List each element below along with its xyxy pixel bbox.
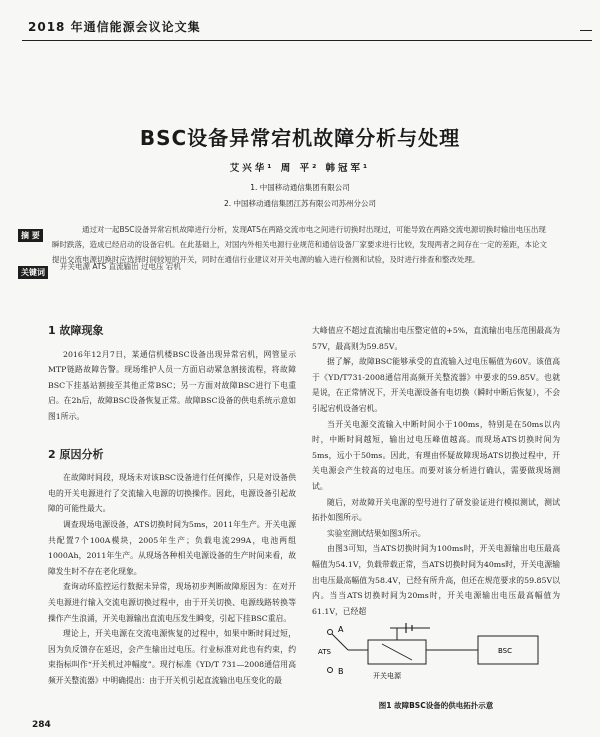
- page-number: 284: [32, 720, 51, 730]
- paper-title: BSC设备异常宕机故障分析与处理: [139, 126, 461, 150]
- s2-paragraph-1: 在故障时间段，现场未对该BSC设备进行任何操作，只是对设备供电的开关电源进行了交流输入电源的切换操作。因此，电源设备引起故障的可能性最大。: [48, 473, 296, 514]
- keywords-tag: 关键词: [18, 266, 48, 279]
- header-dash: [580, 30, 592, 31]
- source-a-terminal: [328, 630, 333, 635]
- affiliation-1: 1. 中国移动通信集团有限公司: [250, 183, 350, 192]
- right-paragraph-3: 随后，对故障开关电源的型号进行了研发验证进行模拟测试，测试拓扑如图所示。: [312, 497, 560, 523]
- s2-paragraph-3: 查询动环监控运行数据未异常，现场初步判断故障原因为：在对开关电源进行输入交流电源切换过程中，由于开关切换、电源线路转换等操作产生浪涌，开关电源输出直流电压发生瞬变，引起下挂BSC重启。: [48, 582, 296, 623]
- figure-1-caption: 图1 故障BSC设备的供电拓扑示意: [378, 701, 494, 710]
- right-paragraph-2: 当开关电源交流输入中断时间小于100ms，特别是在50ms以内时，中断时间越短，输出过电压峰值越高。而现场ATS切换时间为5ms，远小于50ms。因此，有理由怀疑故障现场ATS切换过程中，开关电源会产生较高的过电压。而要对该分析进行确认，需要做现场测试。: [312, 419, 560, 491]
- right-column: [312, 323, 560, 619]
- header-rule: [22, 40, 592, 41]
- keywords-text: 开关电源 ATS 直流输出 过电压 宕机: [60, 262, 181, 271]
- right-paragraph-5: 由图3可知，当ATS切换时间为100ms时，开关电源输出电压最高幅值为54.1V，负载带载正常，当ATS切换时间为40ms时，开关电源输出电压最高幅值为58.4V，已经有所升高，但还在规范要求的59.85V以内。当当ATS切换时间为20ms时，开关电源输出电压最高幅值为61.1V，已经超: [312, 544, 560, 616]
- label-b: B: [338, 667, 344, 676]
- right-paragraph-1: 据了解，故障BSC能够承受的直流输入过电压幅值为60V。该值高于《YD/T731-2008通信用高频开关整流器》中要求的59.85V。也就是说，在正常情况下，开关电源设备有电切换（瞬时中断后恢复），不会引起宕机设备宕机。: [312, 357, 560, 413]
- right-paragraph-0: 大峰值应不超过直流输出电压整定值的+5%，直流输出电压范围最高为57V，最高则为59.85V。: [312, 326, 560, 351]
- label-a: A: [338, 625, 344, 634]
- section-1-title: 1 故障现象: [48, 324, 104, 337]
- label-ats: ATS: [318, 648, 331, 656]
- label-bsc: BSC: [498, 647, 513, 655]
- source-b-terminal: [328, 668, 333, 673]
- s2-paragraph-2: 调查现场电源设备，ATS切换时间为5ms，2011年生产。开关电源共配置7个100A模块，2005年生产；负载电流299A，电池两组1000Ah，2011年生产。从现场各种相关电源设备的生产时间来看，故障发生时不存在老化现象。: [48, 519, 296, 576]
- abstract-tag: 摘 要: [18, 229, 43, 242]
- section-2-title: 2 原因分析: [48, 447, 104, 461]
- affiliation-2: 2. 中国移动通信集团江苏有限公司苏州分公司: [223, 199, 377, 208]
- left-column: [48, 323, 296, 688]
- label-psu: 开关电源: [373, 672, 401, 680]
- keywords-label: [18, 260, 48, 279]
- abstract-label: [18, 223, 43, 242]
- figure-1-diagram: [318, 622, 554, 694]
- s1-paragraph: 2016年12月7日，某通信机楼BSC设备出现异常宕机，网管显示MTP链路故障告警。现场维护人员一方面启动紧急割接流程，将故障BSC下挂基站割接至其他正常BSC；另一方面对故障BSC进行下电重启。在2h后，故障BSC设备恢复正常。故障BSC设备的供电系统示意如图1所示。: [48, 349, 296, 421]
- psu-diagonal: [382, 644, 412, 660]
- ats-switch-arm: [332, 634, 348, 650]
- right-paragraph-4: 实验室测试结果如图3所示。: [327, 528, 426, 538]
- running-header: 2018 年通信能源会议论文集: [28, 20, 201, 34]
- paper-authors: 艾兴华¹ 周 平² 韩冠军¹: [229, 163, 371, 174]
- s2-paragraph-4: 理论上，开关电源在交流电源恢复的过程中，如果中断时间过短，因为负反馈存在延迟，会产生输出过电压。行业标准对此也有约束，约束指标叫作“开关机过冲幅度”。现行标准《YD/T 731—2008通信用高频开关整流器》中明确提出：由于开关机引起直流输出电压变化的最: [48, 629, 296, 685]
- abstract-text: 通过对一起BSC设备异常宕机故障进行分析，发现ATS在两路交流市电之间进行切换时出现过，可能导致在两路交流电源切换时输出电压出现瞬时跌落，造成已经启动的设备宕机。在此基础上，对国内外相关电源行业规范和通信设备厂家要求进行比较，发现两者之间存在一定的差距，本论文提出交流电源切换时应选择时间较短的开关，同时在通信行业建议对开关电源的输入进行检测和试验，及时进行排查和整改处理。: [52, 225, 547, 264]
